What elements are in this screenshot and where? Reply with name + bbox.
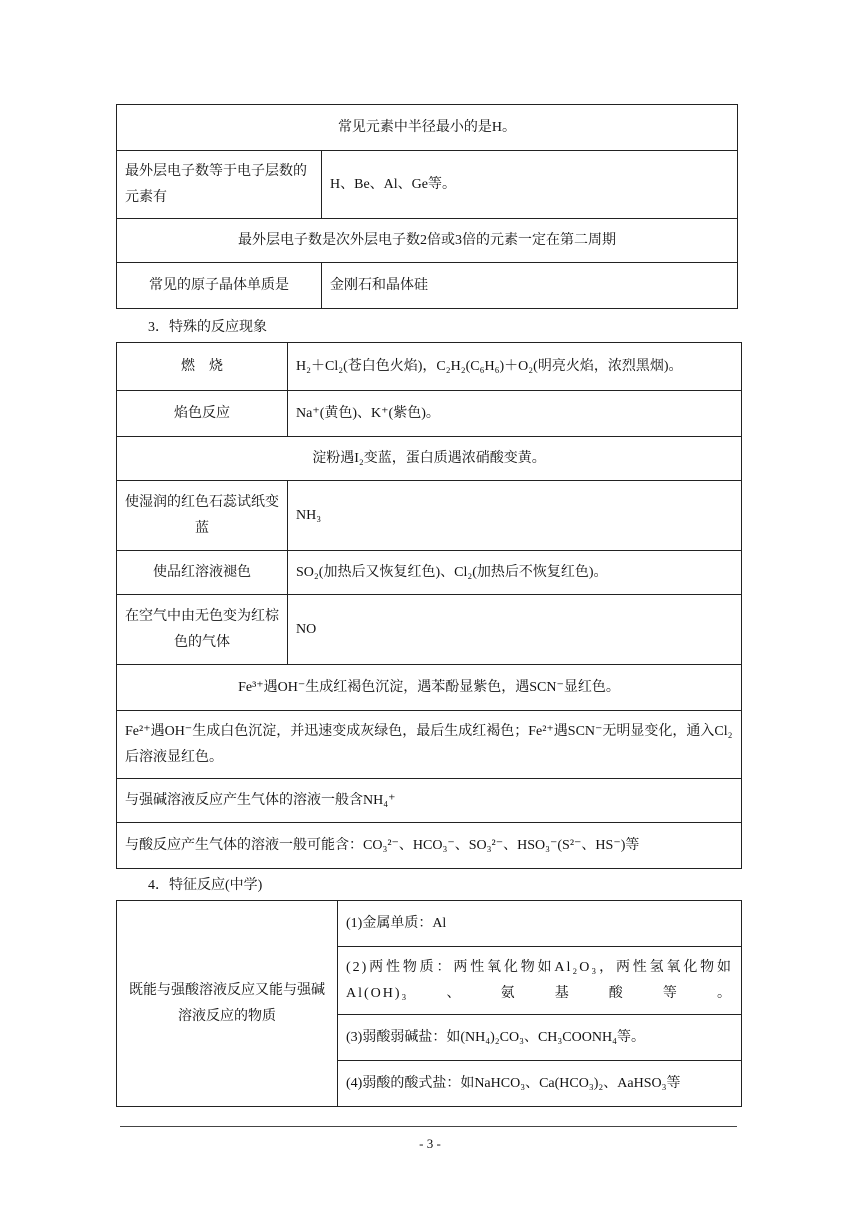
footer-rule <box>120 1126 737 1127</box>
cell-label: 使品红溶液褪色 <box>117 551 288 595</box>
cell-label: 常见的原子晶体单质是 <box>117 263 322 309</box>
cell-label: 在空气中由无色变为红棕色的气体 <box>117 595 288 665</box>
table-row <box>117 263 738 309</box>
cell-item: (1)金属单质：Al <box>338 901 742 947</box>
table-row <box>117 219 738 263</box>
cell-text: Fe²⁺遇OH⁻生成白色沉淀，并迅速变成灰绿色，最后生成红褐色；Fe²⁺遇SCN⁻无明显变化，通入Cl₂后溶液显红色。 <box>117 711 742 779</box>
cell-value: NH₃ <box>288 481 742 551</box>
cell-value: H、Be、Al、Ge等。 <box>322 151 738 219</box>
cell-value: Na⁺(黄色)、K⁺(紫色)。 <box>288 391 742 437</box>
table-row <box>117 595 742 665</box>
table-reaction-phenomena <box>116 342 742 869</box>
cell-text: 与强碱溶液反应产生气体的溶液一般含NH₄⁺ <box>117 779 742 823</box>
table-row <box>117 391 742 437</box>
table-row <box>117 343 742 391</box>
cell-text: 最外层电子数是次外层电子数2倍或3倍的元素一定在第二周期 <box>117 219 738 263</box>
table-row <box>117 437 742 481</box>
cell-label: 使湿润的红色石蕊试纸变蓝 <box>117 481 288 551</box>
table-row <box>117 665 742 711</box>
cell-text: Fe³⁺遇OH⁻生成红褐色沉淀，遇苯酚显紫色，遇SCN⁻显红色。 <box>117 665 742 711</box>
cell-value: 金刚石和晶体硅 <box>322 263 738 309</box>
table-row <box>117 105 738 151</box>
table-characteristic-reactions <box>116 900 742 1107</box>
cell-item: (3)弱酸弱碱盐：如(NH₄)₂CO₃、CH₃COONH₄等。 <box>338 1015 742 1061</box>
section-heading-4: 4．特征反应(中学) <box>148 878 263 893</box>
cell-label: 最外层电子数等于电子层数的元素有 <box>117 151 322 219</box>
cell-value: SO₂(加热后又恢复红色)、Cl₂(加热后不恢复红色)。 <box>288 551 742 595</box>
table-row <box>117 779 742 823</box>
table-row <box>117 823 742 869</box>
table-element-properties <box>116 104 738 309</box>
cell-text: 与酸反应产生气体的溶液一般可能含：CO₃²⁻、HCO₃⁻、SO₃²⁻、HSO₃⁻(S²⁻、HS⁻)等 <box>117 823 742 869</box>
cell-label: 焰色反应 <box>117 391 288 437</box>
cell-item: (4)弱酸的酸式盐：如NaHCO₃、Ca(HCO₃)₂、AaHSO₃等 <box>338 1061 742 1107</box>
cell-label: 既能与强酸溶液反应又能与强碱溶液反应的物质 <box>117 901 338 1107</box>
table-row <box>117 481 742 551</box>
page-number: - 3 - <box>419 1136 441 1151</box>
table-row <box>117 711 742 779</box>
cell-item: (2)两性物质：两性氧化物如Al₂O₃，两性氢氧化物如Al(OH)₃、氨基酸等。 <box>338 947 742 1015</box>
cell-label: 燃 烧 <box>117 343 288 391</box>
table-row <box>117 551 742 595</box>
cell-value: H₂＋Cl₂(苍白色火焰)，C₂H₂(C₆H₆)＋O₂(明亮火焰，浓烈黑烟)。 <box>288 343 742 391</box>
cell-text: 常见元素中半径最小的是H。 <box>117 105 738 151</box>
cell-text: 淀粉遇I₂变蓝，蛋白质遇浓硝酸变黄。 <box>117 437 742 481</box>
section-heading-3: 3．特殊的反应现象 <box>148 320 267 335</box>
table-row <box>117 901 742 947</box>
cell-value: NO <box>288 595 742 665</box>
table-row <box>117 151 738 219</box>
